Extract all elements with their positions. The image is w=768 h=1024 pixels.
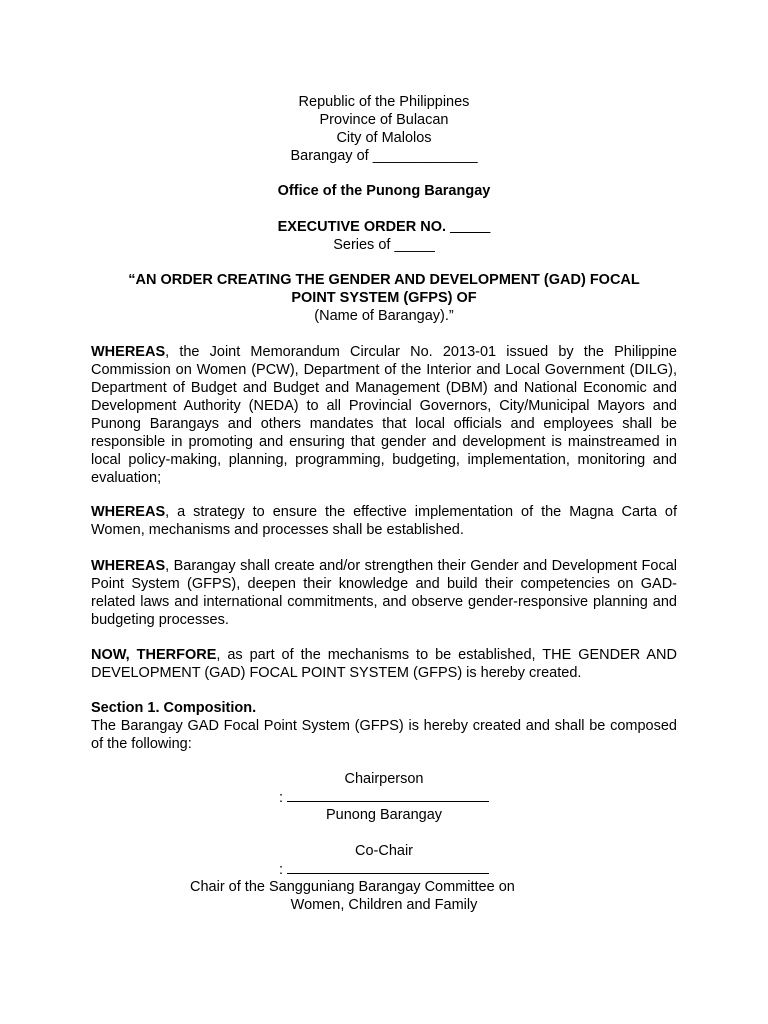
signature-blank xyxy=(287,860,489,874)
paragraph-lead: NOW, THERFORE xyxy=(91,647,217,663)
paragraph-lead: WHEREAS xyxy=(91,344,166,360)
office-title: Office of the Punong Barangay xyxy=(277,183,491,199)
letterhead-province: Province of Bulacan xyxy=(319,112,449,128)
order-title xyxy=(100,271,668,325)
order-title-line1: “AN ORDER CREATING THE GENDER AND DEVELOPMENT (GAD) FOCAL xyxy=(128,272,640,288)
paragraph-text: , Barangay shall create and/or strengthen their Gender and Development Focal Point System (GFPS), deepen their knowledge and build their competencies on GAD-related laws and international commitments, and observe gender-responsive planning and budgeting processes. xyxy=(91,558,677,628)
co-chair-position-line1: Chair of the Sangguniang Barangay Committee on xyxy=(190,879,515,895)
chairperson-role: Chairperson xyxy=(344,771,424,787)
chairperson-signature-line xyxy=(279,788,489,807)
co-chair-position xyxy=(190,878,578,914)
signature-colon: : xyxy=(279,790,284,806)
section-1-text: The Barangay GAD Focal Point System (GFPS) is hereby created and shall be composed of the following: xyxy=(91,718,677,752)
executive-order-title: EXECUTIVE ORDER NO. xyxy=(277,219,451,235)
signature-colon: : xyxy=(279,862,284,878)
paragraph-text: , a strategy to ensure the effective implementation of the Magna Carta of Women, mechanisms and processes shall be established. xyxy=(91,504,677,538)
letterhead xyxy=(0,93,768,165)
letterhead-barangay: Barangay of _____________ xyxy=(290,148,478,164)
whereas-paragraph-3 xyxy=(91,557,677,629)
chairperson-position: Punong Barangay xyxy=(325,807,443,823)
section-1-heading: Section 1. Composition. xyxy=(91,700,257,716)
whereas-paragraph-2 xyxy=(91,503,677,539)
now-therefore-paragraph xyxy=(91,646,677,682)
executive-order-series: Series of _____ xyxy=(333,237,435,253)
paragraph-text: , the Joint Memorandum Circular No. 2013-01 issued by the Philippine Commission on Women (PCW), Department of the Interior and Local Government (DILG), Department of Budget and Budget and Management (DBM) and National Economic and Development Authority (NEDA) to all Provincial Governors, City/Municipal Mayors and Punong Barangays and others mandates that local officials and employees shall be responsible in promoting and ensuring that gender and development is mainstreamed in local policy-making, planning, programming, budgeting, implementation, monitoring and evaluation; xyxy=(91,344,677,486)
whereas-paragraph-1 xyxy=(91,343,677,487)
executive-order-heading xyxy=(0,218,768,254)
co-chair-signature-line xyxy=(279,860,489,879)
letterhead-country: Republic of the Philippines xyxy=(298,94,470,110)
paragraph-lead: WHEREAS xyxy=(91,504,166,520)
signature-blank xyxy=(287,788,489,802)
order-title-line3: (Name of Barangay).” xyxy=(314,308,454,324)
letterhead-city: City of Malolos xyxy=(336,130,432,146)
order-title-line2: POINT SYSTEM (GFPS) OF xyxy=(291,290,477,306)
paragraph-text: , as part of the mechanisms to be established, THE GENDER AND DEVELOPMENT (GAD) FOCAL POINT SYSTEM (GFPS) is hereby created. xyxy=(91,647,677,681)
executive-order-number: _____ xyxy=(450,219,491,235)
co-chair-role: Co-Chair xyxy=(354,843,413,859)
co-chair-position-line2: Women, Children and Family xyxy=(290,897,478,913)
paragraph-lead: WHEREAS xyxy=(91,558,166,574)
